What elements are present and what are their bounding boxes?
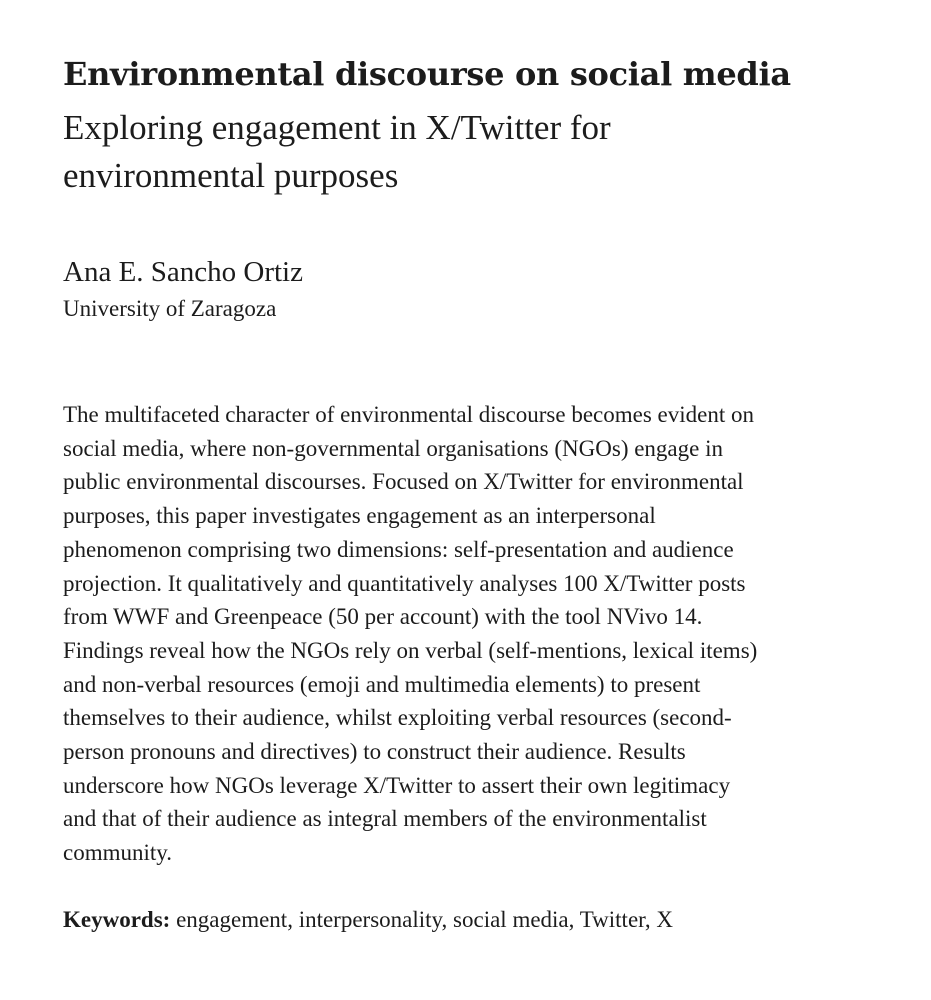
- abstract-line: Findings reveal how the NGOs rely on verbal (self-mentions, lexical items): [63, 637, 758, 663]
- abstract-line: and that of their audience as integral members of the environmentalist: [63, 806, 707, 832]
- abstract-line: underscore how NGOs leverage X/Twitter to assert their own legitimacy: [63, 772, 731, 798]
- keywords: [63, 903, 873, 937]
- paper-title: Environmental discourse on social media: [63, 55, 791, 93]
- abstract-line: social media, where non-governmental organisations (NGOs) engage in: [63, 435, 723, 461]
- abstract-line: phenomenon comprising two dimensions: self-presentation and audience: [63, 536, 734, 562]
- author-affiliation: University of Zaragoza: [63, 296, 277, 321]
- abstract-line: community.: [63, 840, 173, 866]
- paper-page: [63, 52, 873, 937]
- abstract: [63, 398, 863, 870]
- abstract-line: public environmental discourses. Focused on X/Twitter for environmental: [63, 469, 744, 495]
- paper-subtitle: Exploring engagement in X/Twitter for environmental purposes: [63, 108, 611, 195]
- abstract-line: person pronouns and directives) to construct their audience. Results: [63, 739, 686, 765]
- abstract-line: themselves to their audience, whilst exploiting verbal resources (second-: [63, 705, 732, 731]
- abstract-line: projection. It qualitatively and quantitatively analyses 100 X/Twitter posts: [63, 570, 746, 596]
- author-name: Ana E. Sancho Ortiz: [63, 256, 303, 288]
- abstract-line: purposes, this paper investigates engagement as an interpersonal: [63, 503, 656, 529]
- abstract-line: and non-verbal resources (emoji and multimedia elements) to present: [63, 671, 701, 697]
- keywords-value: engagement, interpersonality, social media, Twitter, X: [176, 906, 674, 932]
- abstract-line: The multifaceted character of environmental discourse becomes evident on: [63, 402, 754, 427]
- abstract-line: from WWF and Greenpeace (50 per account) with the tool NVivo 14.: [63, 604, 703, 630]
- keywords-label: Keywords:: [63, 906, 171, 932]
